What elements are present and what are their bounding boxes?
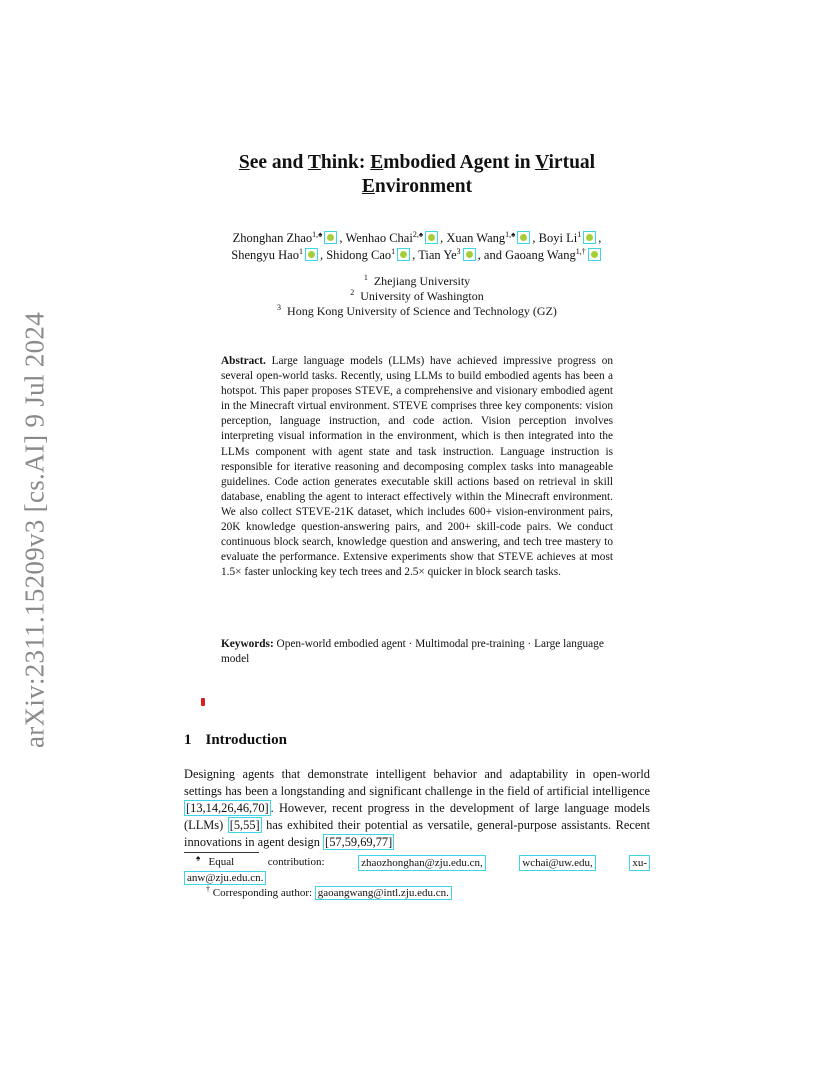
author-list: Zhonghan Zhao$^{1,♠}$ , Wenhao Chai$^{2,♠}$ , Xuan Wang$^{1,♠}$ , Boyi Li$^1$ , Shengyu Hao$^1$ , Shidong Cao$^1$ , Tian Ye$^3$ , and Gaoang Wang$^{1,\dagger}$: [231, 229, 602, 262]
affiliations: [184, 274, 650, 319]
author: Shidong Cao$^1$: [326, 248, 412, 262]
author: Zhonghan Zhao$^{1,♠}$: [233, 231, 340, 245]
affiliation: $^1$ Zhejiang University: [363, 273, 471, 288]
citation-link[interactable]: [5,55]: [229, 818, 260, 832]
author: Shengyu Hao$^1$: [231, 248, 320, 262]
footnote-corresponding: † Corresponding author: gaoangwang@intl.zju.edu.cn.: [184, 886, 650, 900]
section-heading: [184, 732, 287, 749]
arxiv-identifier: arXiv:2311.15209v3 [cs.AI] 9 Jul 2024: [19, 311, 50, 749]
email-link[interactable]: anw@zju.edu.cn.: [184, 871, 266, 885]
affiliation: $^2$ University of Washington: [350, 288, 484, 303]
section-title: Introduction: [205, 732, 287, 748]
orcid-icon[interactable]: [463, 248, 476, 261]
affiliation: $^3$ Hong Kong University of Science and Technology (GZ): [277, 303, 557, 318]
abstract-text: Large language models (LLMs) have achieved impressive progress on several open-world tasks. Recently, using LLMs to build embodied agents has been a hotspot. This paper proposes STEVE, a comprehensive and visionary embodied agent in the Minecraft virtual environment. STEVE comprises three key components: vision perception, language instruction, and code action. Vision perception involves interpreting visual information in the environment, which is then integrated into the LLMs component with agent state and task instruction. Language instruction is responsible for iterative reasoning and decomposing complex tasks into manageable guidelines. Code action generates executable skill actions based on retrieval in skill database, enabling the agent to interact effectively within the Minecraft environment. We also collect STEVE-21K dataset, which includes 600+ vision-environment pairs, 20K knowledge question-answering pairs, and 200+ skill-code pairs. We conduct continuous block search, knowledge question and answering, and tech tree mastery to evaluate the performance. Extensive experiments show that STEVE achieves at most 1.5× faster unlocking key tech trees and 2.5× quicker in block search tasks.: [221, 355, 613, 579]
orcid-icon[interactable]: [425, 231, 438, 244]
abstract-label: Abstract.: [221, 355, 266, 367]
section-number: 1: [184, 732, 192, 748]
email-link[interactable]: gaoangwang@intl.zju.edu.cn.: [315, 886, 452, 900]
arxiv-sidebar: [10, 300, 60, 760]
orcid-icon[interactable]: [324, 231, 337, 244]
author: Wenhao Chai$^{2,♠}$: [345, 231, 440, 245]
orcid-icon[interactable]: [517, 231, 530, 244]
orcid-icon[interactable]: [305, 248, 318, 261]
annotation-marker: [201, 698, 205, 706]
author: and Gaoang Wang$^{1,\dagger}$: [484, 248, 603, 262]
email-link[interactable]: xu-: [629, 855, 650, 871]
abstract: [221, 354, 613, 580]
keywords-label: Keywords:: [221, 638, 274, 650]
keywords: [221, 637, 613, 667]
paper-title: See and Think: Embodied Agent in Virtual Environment: [238, 152, 596, 197]
orcid-icon[interactable]: [588, 248, 601, 261]
intro-paragraph: Designing agents that demonstrate intelligent behavior and adaptability in open-world settings has been a longstanding and significant challenge in the field of artificial intelligence [13,14,26,46,70] . However, recent progress in the development of large language models (LLMs) [5,55] has exhibited their potential as versatile, general-purpose assistants. Recent innovations in agent design [57,59,69,77]: [184, 767, 651, 849]
orcid-icon[interactable]: [583, 231, 596, 244]
author: Xuan Wang$^{1,♠}$: [446, 231, 532, 245]
email-link[interactable]: zhaozhonghan@zju.edu.cn,: [358, 855, 486, 871]
citation-link[interactable]: [13,14,26,46,70]: [186, 801, 269, 815]
orcid-icon[interactable]: [397, 248, 410, 261]
keywords-text: Open-world embodied agent · Multimodal pre-training · Large language model: [221, 638, 604, 666]
author: Boyi Li$^1$: [539, 231, 599, 245]
citation-link[interactable]: [57,59,69,77]: [325, 835, 393, 849]
author: Tian Ye$^3$: [418, 248, 477, 262]
footnote-equal-contribution: ♠ Equal contribution: zhaozhonghan@zju.edu.cn, wchai@uw.edu, xu- anw@zju.edu.cn.: [184, 855, 650, 885]
email-link[interactable]: wchai@uw.edu,: [519, 855, 596, 871]
